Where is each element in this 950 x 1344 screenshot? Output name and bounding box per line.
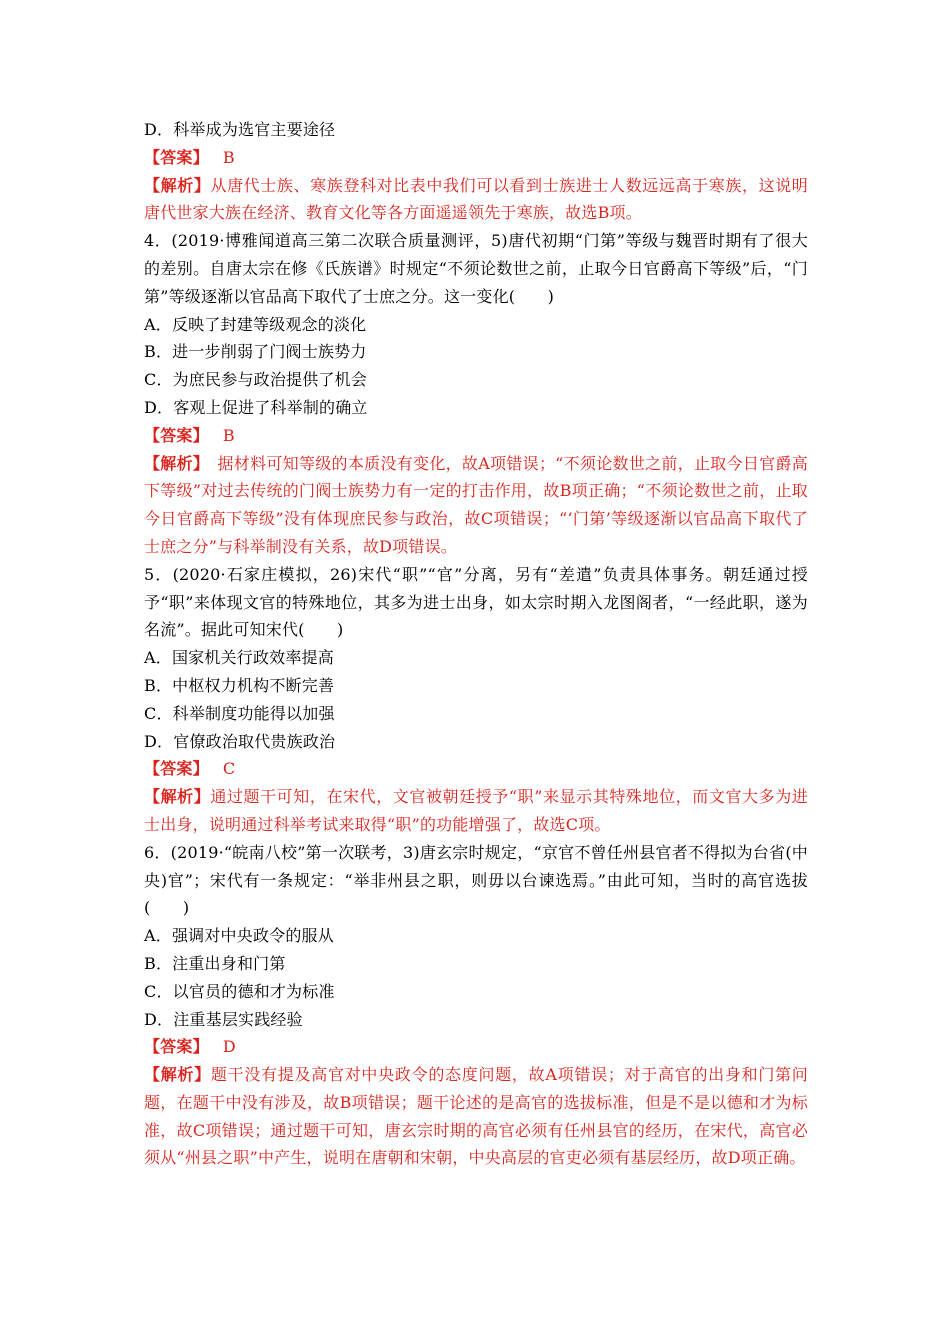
option-4a: A．反映了封建等级观念的淡化 — [144, 314, 367, 334]
analysis-label: 【解析】 — [144, 787, 211, 807]
answer-value: B — [222, 147, 235, 167]
option-6d: D．注重基层实践经验 — [144, 1009, 303, 1029]
analysis-6 — [144, 1061, 808, 1172]
answer-3 — [144, 144, 808, 172]
question-6: 6．(2019·“皖南八校”第一次联考，3)唐玄宗时规定，“京官不曾任州县官者不得拟为台省(中央)官”；宋代有一条规定：“举非州县之职，则毋以台谏选焉。”由此可知，当时的高官选拔( ) — [144, 842, 808, 918]
analysis-label: 【解析】 — [144, 175, 211, 195]
option-6b: B．注重出身和门第 — [144, 953, 286, 973]
answer-4 — [144, 422, 808, 450]
answer-6 — [144, 1033, 808, 1061]
analysis-3 — [144, 172, 808, 228]
question-5: 5．(2020·石家庄模拟，26)宋代“职”“官”分离，另有“差遣”负责具体事务。朝廷通过授予“职”来体现文官的特殊地位，其多为进士出身，如太宗时期入龙图阁者，“一经此职，遂为名流”。据此可知宋代( ) — [144, 564, 808, 640]
answer-value: D — [222, 1037, 236, 1057]
analysis-label: 【解析】 — [144, 1065, 211, 1085]
answer-value: C — [222, 759, 236, 779]
answer-label: 【答案】 — [144, 425, 209, 445]
analysis-text: 从唐代士族、寒族登科对比表中我们可以看到士族进士人数远远高于寒族，这说明唐代世家大族在经济、教育文化等各方面遥遥领先于寒族，故选B项。 — [144, 175, 808, 223]
answer-value: B — [222, 425, 235, 445]
analysis-label: 【解析】 — [144, 453, 202, 473]
analysis-text: 题干没有提及高官对中央政令的态度问题，故A项错误；对于高官的出身和门第问题，在题干中没有涉及，故B项错误；题干论述的是高官的选拔标准，但是不是以德和才为标准，故C项错误；通过题干可知，唐玄宗时期的高官必须有任州县官的经历，在宋代，高官必须从“州县之职”中产生，说明在唐朝和宋朝，中央高层的官吏必须有基层经历，故D项正确。 — [144, 1065, 808, 1168]
analysis-text: 据材料可知等级的本质没有变化，故A项错误；“不须论数世之前，止取今日官爵高下等级”对过去传统的门阀士族势力有一定的打击作用，故B项正确；“不须论数世之前，止取今日官爵高下等级”没有体现庶民参与政治，故C项错误；“‘门第’等级逐渐以官品高下取代了士庶之分”与科举制没有关系，故D项错误。 — [144, 453, 808, 556]
option-6c: C．以官员的德和才为标准 — [144, 981, 335, 1001]
option-3d: D．科举成为选官主要途径 — [144, 120, 336, 139]
option-4c: C．为庶民参与政治提供了机会 — [144, 370, 368, 390]
answer-label: 【答案】 — [144, 147, 209, 167]
analysis-5 — [144, 783, 808, 839]
option-5c: C．科举制度功能得以加强 — [144, 703, 335, 723]
option-6a: A．强调对中央政令的服从 — [144, 926, 334, 946]
option-5d: D．官僚政治取代贵族政治 — [144, 731, 336, 751]
analysis-4 — [144, 450, 808, 561]
question-4: 4．(2019·博雅闻道高三第二次联合质量测评，5)唐代初期“门第”等级与魏晋时期有了很大的差别。自唐太宗在修《氏族谱》时规定“不须论数世之前，止取今日官爵高下等级”后，“门第”等级逐渐以官品高下取代了士庶之分。这一变化( ) — [144, 231, 808, 306]
answer-label: 【答案】 — [144, 759, 209, 779]
answer-5 — [144, 755, 808, 783]
option-5b: B．中枢权力机构不断完善 — [144, 675, 335, 695]
option-4b: B．进一步削弱了门阀士族势力 — [144, 342, 367, 362]
option-4d: D．客观上促进了科举制的确立 — [144, 397, 368, 417]
document-page — [144, 116, 808, 1172]
answer-label: 【答案】 — [144, 1037, 209, 1057]
option-5a: A．国家机关行政效率提高 — [144, 648, 334, 668]
analysis-text: 通过题干可知，在宋代，文官被朝廷授予“职”来显示其特殊地位，而文官大多为进士出身，说明通过科举考试来取得“职”的功能增强了，故选C项。 — [144, 787, 808, 834]
